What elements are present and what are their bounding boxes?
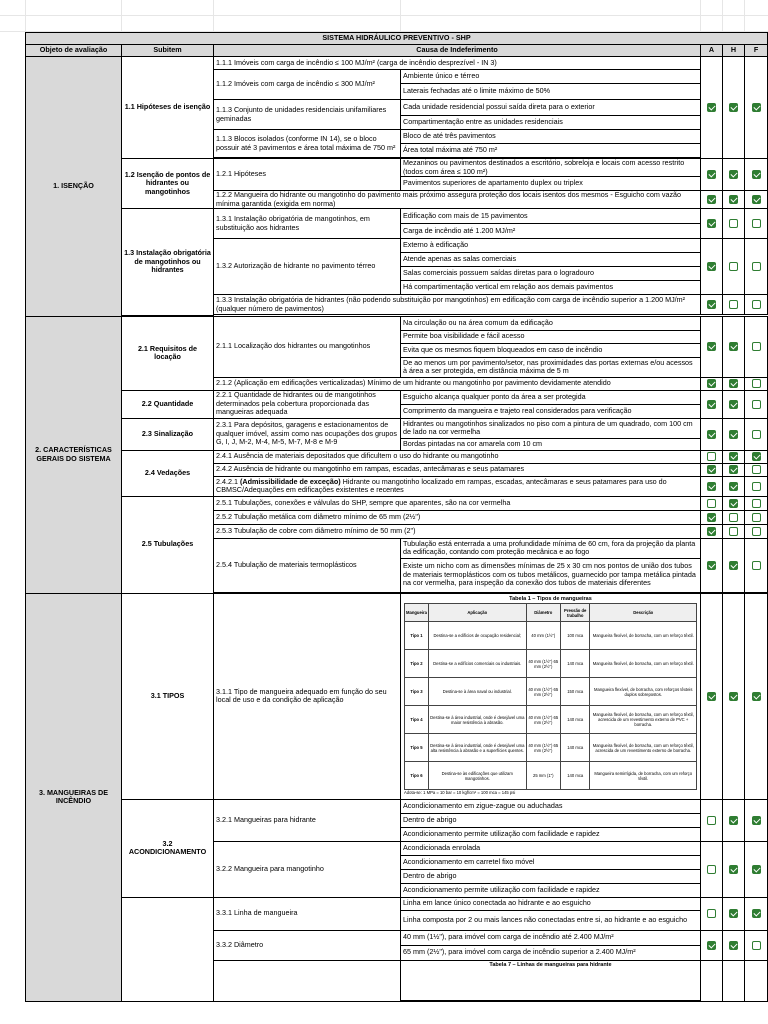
check-cell-f <box>745 418 768 450</box>
check-cell-f <box>745 316 768 377</box>
subitem-1-1: 1.1 Hipóteses de isenção <box>122 57 214 159</box>
check-cell-f <box>745 239 768 295</box>
cause-3-2-2-c: Dentro de abrigo <box>401 869 701 883</box>
cause-1-1-3: 1.1.3 Conjunto de unidades residenciais unifamiliares geminadas <box>214 100 401 130</box>
checkbox-empty-icon[interactable] <box>752 300 761 309</box>
check-cell-f <box>745 841 768 897</box>
t1-header: Pressão de trabalho <box>560 604 590 622</box>
check-cell-f <box>745 57 768 159</box>
check-cell-h <box>723 239 745 295</box>
cause-3-3-2-a: 40 mm (1½"), para imóvel com carga de incêndio até 2.400 MJ/m² <box>401 930 701 945</box>
checkbox-checked-icon[interactable] <box>729 561 738 570</box>
table-1-title: Tabela 1 – Tipos de mangueiras <box>509 596 592 602</box>
check-cell-a <box>701 841 723 897</box>
cause-3-2-2-b: Acondicionamento em carretel fixo móvel <box>401 855 701 869</box>
cause-3-2-1: 3.2.1 Mangueiras para hidrante <box>214 799 401 841</box>
checkbox-empty-icon[interactable] <box>752 379 761 388</box>
check-cell-f <box>745 593 768 799</box>
cause-2-1-1: 2.1.1 Localização dos hidrantes ou mangotinhos <box>214 316 401 377</box>
t1-cell: Destina-se a edifícios comerciais ou industriais. <box>428 650 526 678</box>
cause-1-1-2: 1.1.2 Imóveis com carga de incêndio ≤ 300 MJ/m² <box>214 70 401 100</box>
checkbox-empty-icon[interactable] <box>707 816 716 825</box>
t1-row <box>405 622 697 650</box>
t1-header: Diâmetro <box>526 604 560 622</box>
checkbox-checked-icon[interactable] <box>729 941 738 950</box>
subitem-2-2: 2.2 Quantidade <box>122 390 214 418</box>
subitem-3-3 <box>122 897 214 1001</box>
checkbox-empty-icon[interactable] <box>752 561 761 570</box>
check-cell-f <box>745 538 768 592</box>
cause-2-5-4-a: Tubulação está enterrada a uma profundidade mínima de 60 cm, fora da projeção da planta da edificação, contando com proteção mecânica e ao fogo <box>401 538 701 558</box>
check-cell-f <box>745 524 768 538</box>
checkbox-checked-icon[interactable] <box>707 379 716 388</box>
checkbox-checked-icon[interactable] <box>729 170 738 179</box>
check-cell-f <box>745 390 768 418</box>
checkbox-checked-icon[interactable] <box>729 816 738 825</box>
checkbox-empty-icon[interactable] <box>729 219 738 228</box>
subitem-2-4: 2.4 Vedações <box>122 450 214 496</box>
t1-header: Descrição <box>590 604 697 622</box>
cause-3-2-1-b: Dentro de abrigo <box>401 813 701 827</box>
checkbox-checked-icon[interactable] <box>752 452 761 461</box>
check-cell-a <box>701 538 723 592</box>
checkbox-checked-icon[interactable] <box>729 103 738 112</box>
checkbox-checked-icon[interactable] <box>752 195 761 204</box>
check-cell-a <box>701 799 723 841</box>
checkbox-empty-icon[interactable] <box>752 527 761 536</box>
checkbox-empty-icon[interactable] <box>752 499 761 508</box>
cause-2-2-1-b: Comprimento da mangueira e trajeto real considerados para verificação <box>401 404 701 418</box>
checkbox-checked-icon[interactable] <box>707 262 716 271</box>
checkbox-empty-icon[interactable] <box>752 482 761 491</box>
checkbox-checked-icon[interactable] <box>729 692 738 701</box>
checkbox-checked-icon[interactable] <box>707 103 716 112</box>
check-cell-a <box>701 57 723 159</box>
check-cell-a <box>701 316 723 377</box>
check-cell-h <box>723 524 745 538</box>
check-cell-f <box>745 377 768 390</box>
cause-3-1-1: 3.1.1 Tipo de mangueira adequado em função do seu local de uso e da condição de aplicação <box>214 593 401 799</box>
check-cell-h <box>723 897 745 930</box>
section-3: 3. MANGUEIRAS DE INCÊNDIO <box>26 593 122 1001</box>
t1-cell: 40 mm (1½") 65 mm (2½") <box>526 706 560 734</box>
t1-cell: 40 mm (1½") 65 mm (2½") <box>526 650 560 678</box>
t1-header: Aplicação <box>428 604 526 622</box>
table-7-title: Tabela 7 – Linhas de mangueiras para hidrante <box>489 961 612 968</box>
cause-1-2-1-a: Mezaninos ou pavimentos destinados a escritório, sobreloja e locais com acesso restrito (todos com área ≤ 100 m²) <box>401 159 701 177</box>
checkbox-checked-icon[interactable] <box>729 195 738 204</box>
t1-cell: Tipo 3 <box>405 678 429 706</box>
checkbox-checked-icon[interactable] <box>729 430 738 439</box>
check-cell-a <box>701 418 723 450</box>
checkbox-checked-icon[interactable] <box>707 300 716 309</box>
checkbox-empty-icon[interactable] <box>752 430 761 439</box>
checkbox-checked-icon[interactable] <box>752 170 761 179</box>
t1-cell: 140 mca <box>560 762 590 790</box>
checkbox-checked-icon[interactable] <box>707 465 716 474</box>
check-cell-h <box>723 841 745 897</box>
cause-2-1-2: 2.1.2 (Aplicação em edificações verticalizadas) Mínimo de um hidrante ou mangotinho por pavimento devidamente atendido <box>214 377 701 390</box>
t1-cell: Destina-se à área industrial, onde é desejável uma maior resistência à abrasão. <box>428 706 526 734</box>
t1-cell: Destina-se à área industrial, onde é desejável uma alta resistência à abrasão e a superfícies quentes. <box>428 734 526 762</box>
table-1-mangueiras <box>404 603 697 790</box>
check-cell-h <box>723 799 745 841</box>
checkbox-empty-icon[interactable] <box>707 909 716 918</box>
check-cell-h <box>723 496 745 510</box>
check-cell-f <box>745 799 768 841</box>
subitem-2-3: 2.3 Sinalização <box>122 418 214 450</box>
t1-cell: Mangueira flexível, de borracha, com um reforço têxtil. <box>590 650 697 678</box>
checkbox-empty-icon[interactable] <box>707 452 716 461</box>
t1-cell: Destina-se à área naval ou industrial. <box>428 678 526 706</box>
check-cell-a <box>701 377 723 390</box>
check-cell-h <box>723 316 745 377</box>
table-1-cell <box>401 593 701 799</box>
cause-2-3-1-b: Bordas pintadas na cor amarela com 10 cm <box>401 438 701 450</box>
check-cell-a <box>701 593 723 799</box>
check-cell-f <box>745 450 768 463</box>
check-cell-f <box>745 209 768 239</box>
check-cell-h <box>723 930 745 960</box>
check-cell-a <box>701 239 723 295</box>
checkbox-checked-icon[interactable] <box>707 400 716 409</box>
check-cell-a <box>701 450 723 463</box>
header-subitem: Subitem <box>122 45 214 57</box>
checkbox-empty-icon[interactable] <box>752 941 761 950</box>
checkbox-checked-icon[interactable] <box>707 941 716 950</box>
cause-1-3-2-c: Salas comerciais possuem saídas diretas para o logradouro <box>401 267 701 281</box>
cause-1-1-3-b: Compartimentação entre as unidades residenciais <box>401 116 701 130</box>
t1-cell: Mangueira semirrígida, de borracha, com um reforço têxtil. <box>590 762 697 790</box>
checkbox-checked-icon[interactable] <box>752 909 761 918</box>
header-objeto: Objeto de avaliação <box>26 45 122 57</box>
cause-1-1-3-a: Cada unidade residencial possui saída direta para o exterior <box>401 100 701 116</box>
checkbox-checked-icon[interactable] <box>707 482 716 491</box>
t1-cell: Tipo 2 <box>405 650 429 678</box>
t1-cell: 40 mm (1½") <box>526 622 560 650</box>
t1-cell: Tipo 4 <box>405 706 429 734</box>
checkbox-empty-icon[interactable] <box>729 513 738 522</box>
check-cell-a <box>701 930 723 960</box>
cause-1-3-3: 1.3.3 Instalação obrigatória de hidrantes (não podendo substituição por mangotinhos) em edificação com carga de incêndio superior a 1.200 MJ/m² (qualquer número de pavimentos) <box>214 295 701 315</box>
check-cell-a <box>701 159 723 191</box>
cause-3-3-1-b: Linha composta por 2 ou mais lances não conectadas entre si, ao hidrante e ao esguicho <box>401 910 701 930</box>
cause-2-5-4-b: Existe um nicho com as dimensões mínimas de 25 x 30 cm nos pontos de união dos tubos de materiais termoplásticos com os tubos metálicos, guarnecido por tampa metálica pintada na cor vermelha, para inspeção da conexão dos tubos de materiais diferentes <box>401 558 701 592</box>
t1-cell: Mangueira flexível, de borracha, com um reforço têxtil. <box>590 622 697 650</box>
subitem-2-1: 2.1 Requisitos de locação <box>122 316 214 390</box>
cause-1-1-4-a: Bloco de até três pavimentos <box>401 130 701 144</box>
check-cell-h <box>723 450 745 463</box>
checkbox-checked-icon[interactable] <box>752 816 761 825</box>
subitem-3-2: 3.2 ACONDICIONAMENTO <box>122 799 214 897</box>
check-cell-f <box>745 897 768 930</box>
header-a: A <box>701 45 723 57</box>
cause-2-4-1: 2.4.1 Ausência de materiais depositados que dificultem o uso do hidrante ou mangotinho <box>214 450 701 463</box>
cause-1-3-1-a: Edificação com mais de 15 pavimentos <box>401 209 701 224</box>
checkbox-checked-icon[interactable] <box>707 527 716 536</box>
check-cell-f <box>745 463 768 476</box>
header-h: H <box>723 45 745 57</box>
check-cell-h <box>723 57 745 159</box>
check-cell-f <box>745 930 768 960</box>
cause-1-1-2-b: Laterais fechadas até o limite máximo de 50% <box>401 84 701 100</box>
check-cell-a <box>701 510 723 524</box>
check-cell-a <box>701 295 723 315</box>
cause-3-3-1-a: Linha em lance único conectada ao hidrante e ao esguicho <box>401 897 701 910</box>
cause-1-1-4: 1.1.3 Blocos isolados (conforme IN 14), se o bloco possuir até 3 pavimentos e área total máxima de 750 m² <box>214 130 401 158</box>
cause-3-2-1-c: Acondicionamento permite utilização com facilidade e rapidez <box>401 827 701 841</box>
check-cell-h <box>723 538 745 592</box>
check-cell-h <box>723 159 745 191</box>
checkbox-checked-icon[interactable] <box>752 103 761 112</box>
t1-cell: 100 mca <box>560 622 590 650</box>
t1-cell: Mangueira flexível, de borracha, com reforços têxteis duplos sobrepostos. <box>590 678 697 706</box>
cause-2-2-1-a: Esguicho alcança qualquer ponto da área a ser protegida <box>401 390 701 404</box>
t1-cell: 40 mm (1½") 65 mm (2½") <box>526 734 560 762</box>
checkbox-checked-icon[interactable] <box>729 482 738 491</box>
check-cell-h <box>723 463 745 476</box>
checkbox-checked-icon[interactable] <box>729 342 738 351</box>
cause-1-3-1: 1.3.1 Instalação obrigatória de mangotinhos, em substituição aos hidrantes <box>214 209 401 239</box>
shp-evaluation-table <box>25 32 768 1002</box>
cause-2-3-1: 2.3.1 Para depósitos, garagens e estacionamentos de qualquer imóvel, assim como nas ocupações dos grupos G, I, J, M-2, M-4, M-5, M-7, M-8 e M-9 <box>214 418 401 450</box>
check-cell-f <box>745 295 768 315</box>
cause-1-1-2-a: Ambiente único e térreo <box>401 70 701 84</box>
checkbox-empty-icon[interactable] <box>752 400 761 409</box>
section-2: 2. CARACTERÍSTICAS GERAIS DO SISTEMA <box>26 316 122 593</box>
check-cell-f <box>745 496 768 510</box>
cause-2-5-2: 2.5.2 Tubulação metálica com diâmetro mínimo de 65 mm (2½") <box>214 510 701 524</box>
t1-header: Mangueira <box>405 604 429 622</box>
cause-3-2-2-d: Acondicionamento permite utilização com facilidade e rapidez <box>401 883 701 897</box>
cause-2-5-4: 2.5.4 Tubulação de materiais termoplásticos <box>214 538 401 592</box>
checkbox-checked-icon[interactable] <box>752 692 761 701</box>
cause-3-3-2-b: 65 mm (2½"), para imóvel com carga de incêndio superior a 2.400 MJ/m² <box>401 945 701 960</box>
header-causa: Causa de Indeferimento <box>214 45 701 57</box>
check-cell-h <box>723 593 745 799</box>
checkbox-empty-icon[interactable] <box>729 262 738 271</box>
cause-3-2-2: 3.2.2 Mangueira para mangotinho <box>214 841 401 897</box>
t1-cell: Destina-se às edificações que utilizam mangotinhos. <box>428 762 526 790</box>
cause-1-3-1-b: Carga de incêndio até 1.200 MJ/m² <box>401 224 701 239</box>
checkbox-empty-icon[interactable] <box>729 527 738 536</box>
cause-2-4-2: 2.4.2 Ausência de hidrante ou mangotinho em rampas, escadas, antecâmaras e seus patamares <box>214 463 701 476</box>
sheet-title: SISTEMA HIDRÁULICO PREVENTIVO - SHP <box>26 33 768 45</box>
table-7-cell <box>401 960 701 1000</box>
check-cell-a <box>701 524 723 538</box>
checkbox-checked-icon[interactable] <box>707 692 716 701</box>
check-cell-f <box>745 191 768 209</box>
check-cell-h <box>723 418 745 450</box>
cause-2-5-1: 2.5.1 Tubulações, conexões e válvulas do SHP, sempre que aparentes, são na cor vermelha <box>214 496 701 510</box>
cause-1-2-1: 1.2.1 Hipóteses <box>214 159 401 191</box>
checkbox-checked-icon[interactable] <box>707 342 716 351</box>
t1-cell: Tipo 6 <box>405 762 429 790</box>
check-cell-f <box>745 510 768 524</box>
checkbox-empty-icon[interactable] <box>752 262 761 271</box>
check-cell-h <box>723 476 745 496</box>
cause-2-3-1-a: Hidrantes ou mangotinhos sinalizados no piso com a pintura de um quadrado, com 100 cm de lado na cor vermelha <box>401 418 701 438</box>
cause-2-2-1: 2.2.1 Quantidade de hidrantes ou de mangotinhos determinados pela cobertura proporcionada das mangueiras adequada <box>214 390 401 418</box>
cause-1-1-1: 1.1.1 Imóveis com carga de incêndio ≤ 100 MJ/m² (carga de incêndio desprezível - IN 3) <box>214 57 701 70</box>
checkbox-checked-icon[interactable] <box>729 865 738 874</box>
t1-row <box>405 706 697 734</box>
check-cell-a <box>701 191 723 209</box>
check-cell-f <box>745 159 768 191</box>
check-cell-h <box>723 295 745 315</box>
check-cell-a <box>701 390 723 418</box>
check-cell-f <box>745 476 768 496</box>
cause-2-1-1-c: Evita que os mesmos fiquem bloqueados em caso de incêndio <box>401 343 701 357</box>
t1-cell: 25 mm (1") <box>526 762 560 790</box>
cause-1-1-4-b: Área total máxima até 750 m² <box>401 144 701 158</box>
check-cell-h <box>723 377 745 390</box>
check-cell-a <box>701 463 723 476</box>
subitem-1-3: 1.3 Instalação obrigatória de mangotinhos ou hidrantes <box>122 209 214 316</box>
cause-1-3-2-a: Externo à edificação <box>401 239 701 253</box>
cause-1-2-1-b: Pavimentos superiores de apartamento duplex ou triplex <box>401 177 701 191</box>
checkbox-checked-icon[interactable] <box>707 561 716 570</box>
check-cell-a <box>701 496 723 510</box>
cause-1-3-2: 1.3.2 Autorização de hidrante no pavimento térreo <box>214 239 401 295</box>
t1-cell: Mangueira flexível, de borracha, com um reforço têxtil, acrescida de um revestimento externo de borracha. <box>590 734 697 762</box>
checkbox-checked-icon[interactable] <box>729 499 738 508</box>
t1-cell: 140 mca <box>560 650 590 678</box>
check-cell-a <box>701 897 723 930</box>
t1-row <box>405 734 697 762</box>
cause-2-5-3: 2.5.3 Tubulação de cobre com diâmetro mínimo de 50 mm (2") <box>214 524 701 538</box>
checkbox-checked-icon[interactable] <box>729 452 738 461</box>
cause-3-3-1: 3.3.1 Linha de mangueira <box>214 897 401 930</box>
checkbox-checked-icon[interactable] <box>729 909 738 918</box>
t1-cell: 150 mca <box>560 678 590 706</box>
checkbox-empty-icon[interactable] <box>729 300 738 309</box>
cause-1-3-2-b: Atende apenas as salas comerciais <box>401 253 701 267</box>
checkbox-checked-icon[interactable] <box>707 219 716 228</box>
t1-cell: Tipo 5 <box>405 734 429 762</box>
header-f: F <box>745 45 768 57</box>
check-cell-a <box>701 476 723 496</box>
cause-1-3-2-d: Há compartimentação vertical em relação aos demais pavimentos <box>401 281 701 295</box>
checkbox-empty-icon[interactable] <box>752 513 761 522</box>
t1-cell: Tipo 1 <box>405 622 429 650</box>
checkbox-empty-icon[interactable] <box>707 499 716 508</box>
t1-row <box>405 678 697 706</box>
checkbox-empty-icon[interactable] <box>752 465 761 474</box>
cause-2-1-1-d: De ao menos um por pavimento/setor, nas proximidades das portas externas e/ou acessos à área a ser protegida, em distância máxima de 5 m <box>401 357 701 377</box>
check-cell-h <box>723 510 745 524</box>
checkbox-checked-icon[interactable] <box>729 400 738 409</box>
check-cell-a <box>701 209 723 239</box>
t1-cell: 140 mca <box>560 706 590 734</box>
checkbox-empty-icon[interactable] <box>752 342 761 351</box>
cause-3-2-2-a: Acondicionada enrolada <box>401 841 701 855</box>
checkbox-empty-icon[interactable] <box>707 865 716 874</box>
t1-cell: Destina-se a edifícios de ocupação residencial; <box>428 622 526 650</box>
cause-2-4-2-1: 2.4.2.1 (Admissibilidade de exceção) Hidrante ou mangotinho localizado em rampas, escadas, antecâmaras e seus patamares para uso do CBMSC/Adequações em edificações existentes e recentes <box>214 476 701 496</box>
check-cell-h <box>723 191 745 209</box>
t1-row <box>405 762 697 790</box>
checkbox-checked-icon[interactable] <box>707 170 716 179</box>
subitem-2-5: 2.5 Tubulações <box>122 496 214 593</box>
t1-cell: 40 mm (1½") 65 mm (2½") <box>526 678 560 706</box>
t1-row <box>405 650 697 678</box>
checkbox-checked-icon[interactable] <box>707 430 716 439</box>
cause-3-3-2: 3.3.2 Diâmetro <box>214 930 401 960</box>
cause-3-3-3 <box>214 960 401 1001</box>
cause-1-2-2: 1.2.2 Mangueira do hidrante ou mangotinho do pavimento mais próximo assegura proteção dos locais isentos dos mesmos - Esguicho com vazão mínima garantida (exigida em norma) <box>214 191 701 209</box>
t1-cell: Mangueira flexível, de borracha, com um reforço têxtil, acrescida de um revestimento externo de PVC + borracha. <box>590 706 697 734</box>
checkbox-empty-icon[interactable] <box>752 219 761 228</box>
checkbox-checked-icon[interactable] <box>752 865 761 874</box>
checkbox-checked-icon[interactable] <box>707 513 716 522</box>
subitem-3-1: 3.1 TIPOS <box>122 593 214 799</box>
table-1-footnote: Adota-se: 1 MPa = 10 bar = 10 kgf/cm² = 100 mca = 145 psi <box>404 790 516 795</box>
checkbox-checked-icon[interactable] <box>729 379 738 388</box>
cause-2-1-1-a: Na circulação ou na área comum da edificação <box>401 316 701 330</box>
subitem-1-2: 1.2 Isenção de pontos de hidrantes ou mangotinhos <box>122 159 214 209</box>
checkbox-checked-icon[interactable] <box>707 195 716 204</box>
cause-2-1-1-b: Permite boa visibilidade e fácil acesso <box>401 330 701 343</box>
t1-cell: 140 mca <box>560 734 590 762</box>
checkbox-checked-icon[interactable] <box>729 465 738 474</box>
section-1: 1. ISENÇÃO <box>26 57 122 317</box>
check-cell-h <box>723 390 745 418</box>
check-cell-h <box>723 209 745 239</box>
cause-3-2-1-a: Acondicionamento em zigue-zague ou aduchadas <box>401 799 701 813</box>
